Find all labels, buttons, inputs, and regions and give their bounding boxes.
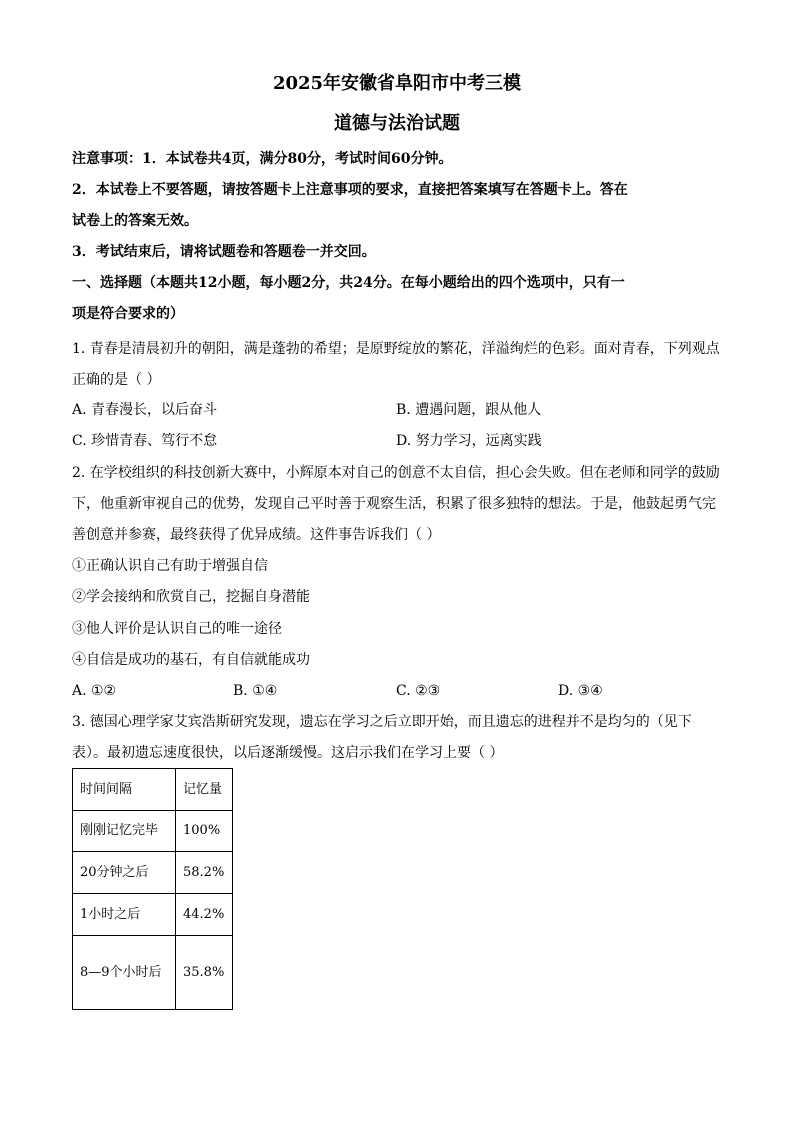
question-3-stem-cont: 表）。最初遗忘速度很快，以后逐渐缓慢。这启示我们在学习上要（ ） [72,745,504,761]
question-2-option-a: A. ①② [72,683,117,699]
question-2-statement-2: ②学会接纳和欣赏自己，挖掘自身潜能 [72,589,310,605]
table-cell: 8—9个小时后 [73,936,176,1010]
note-1: 注意事项：1．本试卷共4页，满分80分，考试时间60分钟。 [72,151,453,167]
table-cell: 刚刚记忆完毕 [73,811,176,852]
note-2-cont: 试卷上的答案无效。 [72,213,198,229]
memory-table [72,768,233,1010]
note-2: 2．本试卷上不要答题，请按答题卡上注意事项的要求，直接把答案填写在答题卡上。答在 [72,182,628,198]
question-1-option-c: C. 珍惜青春、笃行不怠 [72,433,218,449]
question-1-stem-cont: 正确的是（ ） [72,372,161,388]
question-1-option-b: B. 遭遇问题，跟从他人 [396,402,542,418]
question-2-stem: 2. 在学校组织的科技创新大赛中，小辉原本对自己的创意不太自信，担心会失败。但在老师和同学的鼓励 [72,465,720,481]
exam-title: 2025年安徽省阜阳市中考三模 [272,73,522,94]
table-cell: 35.8% [176,936,233,1010]
table-cell: 20分钟之后 [73,852,176,894]
question-2-statement-4: ④自信是成功的基石，有自信就能成功 [72,652,310,668]
question-2-statement-1: ①正确认识自己有助于增强自信 [72,558,268,574]
question-1-option-d: D. 努力学习，远离实践 [396,433,542,449]
exam-subtitle: 道德与法治试题 [334,113,460,134]
question-2-option-c: C. ②③ [396,683,441,699]
question-2-stem-cont-2: 善创意并参赛，最终获得了优异成绩。这件事告诉我们（ ） [72,527,441,543]
table-cell: 100% [176,811,233,852]
question-2-stem-cont: 下，他重新审视自己的优势，发现自己平时善于观察生活，积累了很多独特的想法。于是，他鼓起勇气完 [72,496,716,512]
section-heading: 一、选择题（本题共12小题，每小题2分，共24分。在每小题给出的四个选项中，只有一 [72,275,625,291]
table-header-row [73,769,233,811]
section-heading-cont: 项是符合要求的） [72,306,184,322]
question-1-stem: 1. 青春是清晨初升的朝阳，满是蓬勃的希望；是原野绽放的繁花，洋溢绚烂的色彩。面对青春，下列观点 [72,341,720,357]
table-row [73,936,233,1010]
question-1-option-a: A. 青春漫长，以后奋斗 [72,402,218,418]
table-cell: 44.2% [176,894,233,936]
table-row [73,811,233,852]
question-2-option-b: B. ①④ [233,683,278,699]
table-cell: 1小时之后 [73,894,176,936]
question-2-option-d: D. ③④ [558,683,603,699]
table-row [73,894,233,936]
table-row [73,852,233,894]
note-3: 3．考试结束后，请将试题卷和答题卷一并交回。 [72,244,376,260]
table-cell: 58.2% [176,852,233,894]
table-header-cell: 时间间隔 [73,769,176,811]
question-3-stem: 3. 德国心理学家艾宾浩斯研究发现，遗忘在学习之后立即开始，而且遗忘的进程并不是均匀的（见下 [72,714,692,730]
table-header-cell: 记忆量 [176,769,233,811]
question-2-statement-3: ③他人评价是认识自己的唯一途径 [72,621,282,637]
